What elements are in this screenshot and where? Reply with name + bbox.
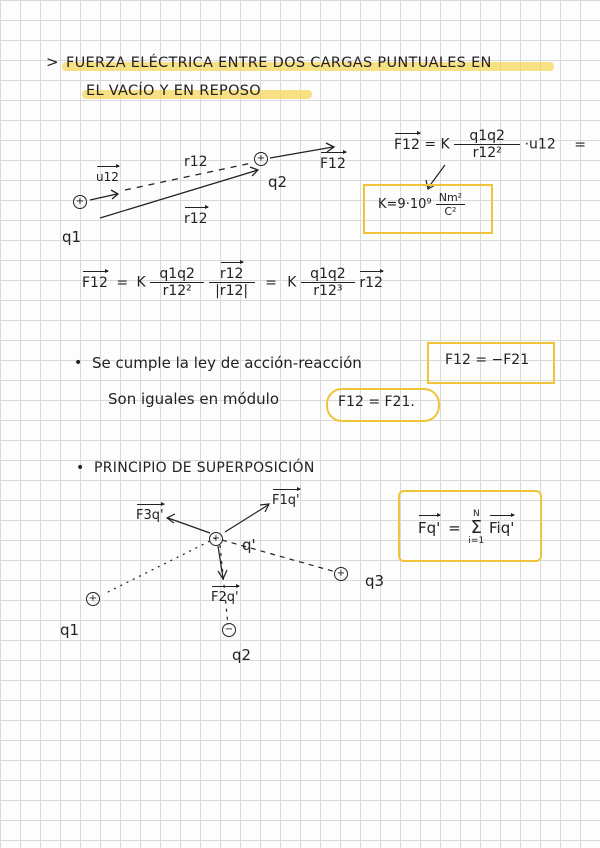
label-r12-scalar: r12 — [184, 154, 208, 170]
label-F2q: F2q' — [211, 590, 239, 605]
superposition-formula: Fq' = N Σ i=1 Fiq' — [418, 509, 515, 546]
title-line-1: FUERZA ELÉCTRICA ENTRE DOS CARGAS PUNTUALES EN — [66, 55, 492, 71]
bullet2-text: PRINCIPIO DE SUPERPOSICIÓN — [94, 460, 315, 476]
label-qprime: q' — [242, 536, 256, 554]
title-arrow-marker: > — [46, 53, 59, 71]
label-q2-super: q2 — [232, 646, 252, 664]
title-line-2: EL VACÍO Y EN REPOSO — [86, 83, 262, 99]
bullet-dot-2: • — [76, 460, 85, 476]
coulomb-fraction: $\frac{q1q2}{\text{r12²}}$ — [454, 128, 520, 161]
label-r12-vector: r12 — [184, 211, 208, 227]
charge-q1: + — [73, 195, 87, 209]
charge-q3-super: + — [334, 567, 348, 581]
coulomb-vector-formula: F12 = K $\frac{q1q2}{\text{r12²}}$ $\frac{r12}{|r12|}$ = K $\frac{q1q2}{\text{r12³}}$ r12 — [82, 266, 383, 299]
label-u12: u12 — [96, 170, 119, 184]
label-F1q: F1q' — [272, 493, 300, 508]
bullet1-text: Se cumple la ley de acción-reacción — [92, 354, 362, 372]
label-q3-super: q3 — [365, 572, 385, 590]
bullet1-line2: Son iguales en módulo — [108, 390, 280, 408]
label-q2: q2 — [268, 173, 288, 191]
label-F12: F12 — [320, 156, 346, 172]
sigma-block: N Σ i=1 — [468, 509, 485, 546]
label-q1-super: q1 — [60, 621, 80, 639]
coulomb-lhs: F12 — [394, 136, 420, 153]
label-q1: q1 — [62, 228, 82, 246]
coulomb-formula: F12 = K $\frac{q1q2}{\text{r12²}}$ ·u12 = — [394, 128, 586, 161]
charge-q2-super: − — [222, 623, 236, 637]
action-reaction-formula: F12 = −F21 — [445, 352, 530, 368]
charge-q2: + — [254, 152, 268, 166]
constant-text: K=9·10⁹ $\frac{\text{Nm²}}{\text{C²}}$ — [378, 191, 465, 218]
charge-qprime: + — [209, 532, 223, 546]
modulus-formula: F12 = F21. — [338, 394, 415, 410]
label-F3q: F3q' — [136, 508, 164, 523]
charge-q1-super: + — [86, 592, 100, 606]
bullet-dot-1: • — [74, 355, 83, 371]
